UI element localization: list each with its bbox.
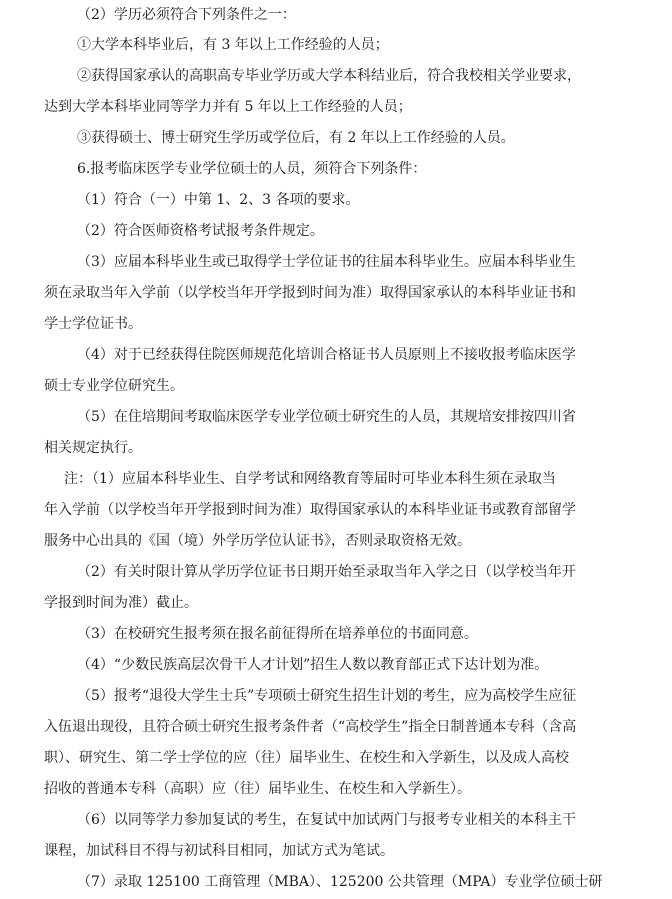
- text-line: （3）在校研究生报考须在报名前征得所在培养单位的书面同意。: [77, 626, 478, 642]
- text-line: （7）录取 125100 工商管理（MBA）、125200 公共管理（MPA）专业学位硕士研: [77, 874, 603, 890]
- text-line: ①大学本科毕业后，有 3 年以上工作经验的人员；: [77, 37, 389, 53]
- text-line: 学报到时间为准）截止。: [44, 595, 198, 611]
- text-line: 学士学位证书。: [44, 316, 142, 332]
- text-line: ③获得硕士、博士研究生学历或学位后，有 2 年以上工作经验的人员。: [77, 130, 515, 146]
- text-line: 服务中心出具的《国（境）外学历学位认证书》，否则录取资格无效。: [44, 533, 471, 549]
- text-line: （1）符合（一）中第 1、2、3 各项的要求。: [77, 192, 360, 208]
- text-line: （3）应届本科毕业生或已取得学士学位证书的往届本科毕业生。应届本科毕业生: [77, 254, 576, 270]
- text-line: 硕士专业学位研究生。: [44, 378, 184, 394]
- text-line: （5）报考“退役大学生士兵”专项硕士研究生招生计划的考生，应为高校学生应征: [77, 688, 577, 704]
- text-line: （4）对于已经获得住院医师规范化培训合格证书人员原则上不接收报考临床医学: [77, 347, 576, 363]
- text-line: （6）以同等学力参加复试的考生，在复试中加试两门与报考专业相关的本科主干: [77, 812, 576, 828]
- text-line: （4）“少数民族高层次骨干人才计划”招生人数以教育部正式下达计划为准。: [77, 657, 549, 673]
- text-line: 须在录取当年入学前（以学校当年开学报到时间为准）取得国家承认的本科毕业证书和: [44, 285, 576, 301]
- text-line: 入伍退出现役，且符合硕士研究生报考条件者（“高校学生”指全日制普通本专科（含高: [44, 719, 577, 735]
- text-line: 6.报考临床医学专业学位硕士的人员，须符合下列条件：: [77, 161, 427, 177]
- text-line: （2）符合医师资格考试报考条件规定。: [77, 223, 324, 239]
- text-line: （2）学历必须符合下列条件之一：: [77, 7, 296, 23]
- text-line: 课程，加试科目不得与初试科目相同，加试方式为笔试。: [44, 843, 394, 859]
- text-line: ②获得国家承认的高职高专毕业学历或大学本科结业后，符合我校相关学业要求，: [77, 68, 581, 84]
- text-line: 招收的普通本专科（高职）应（往）届毕业生、在校生和入学新生）。: [44, 781, 471, 797]
- text-line: （5）在住培期间考取临床医学专业学位硕士研究生的人员，其规培安排按四川省: [77, 409, 576, 425]
- text-line: 相关规定执行。: [44, 440, 142, 456]
- text-line: （2）有关时限计算从学历学位证书日期开始至录取当年入学之日（以学校当年开: [77, 564, 576, 580]
- text-line: 职）、研究生、第二学士学位的应（往）届毕业生、在校生和入学新生，以及成人高校: [44, 750, 569, 766]
- text-line: 达到大学本科毕业同等学力并有 5 年以上工作经验的人员；: [44, 99, 412, 115]
- text-line: 年入学前（以学校当年开学报到时间为准）取得国家承认的本科毕业证书或教育部留学: [44, 502, 576, 518]
- note-line: 注：（1）应届本科毕业生、自学考试和网络教育等届时可毕业本科生须在录取当: [64, 471, 556, 487]
